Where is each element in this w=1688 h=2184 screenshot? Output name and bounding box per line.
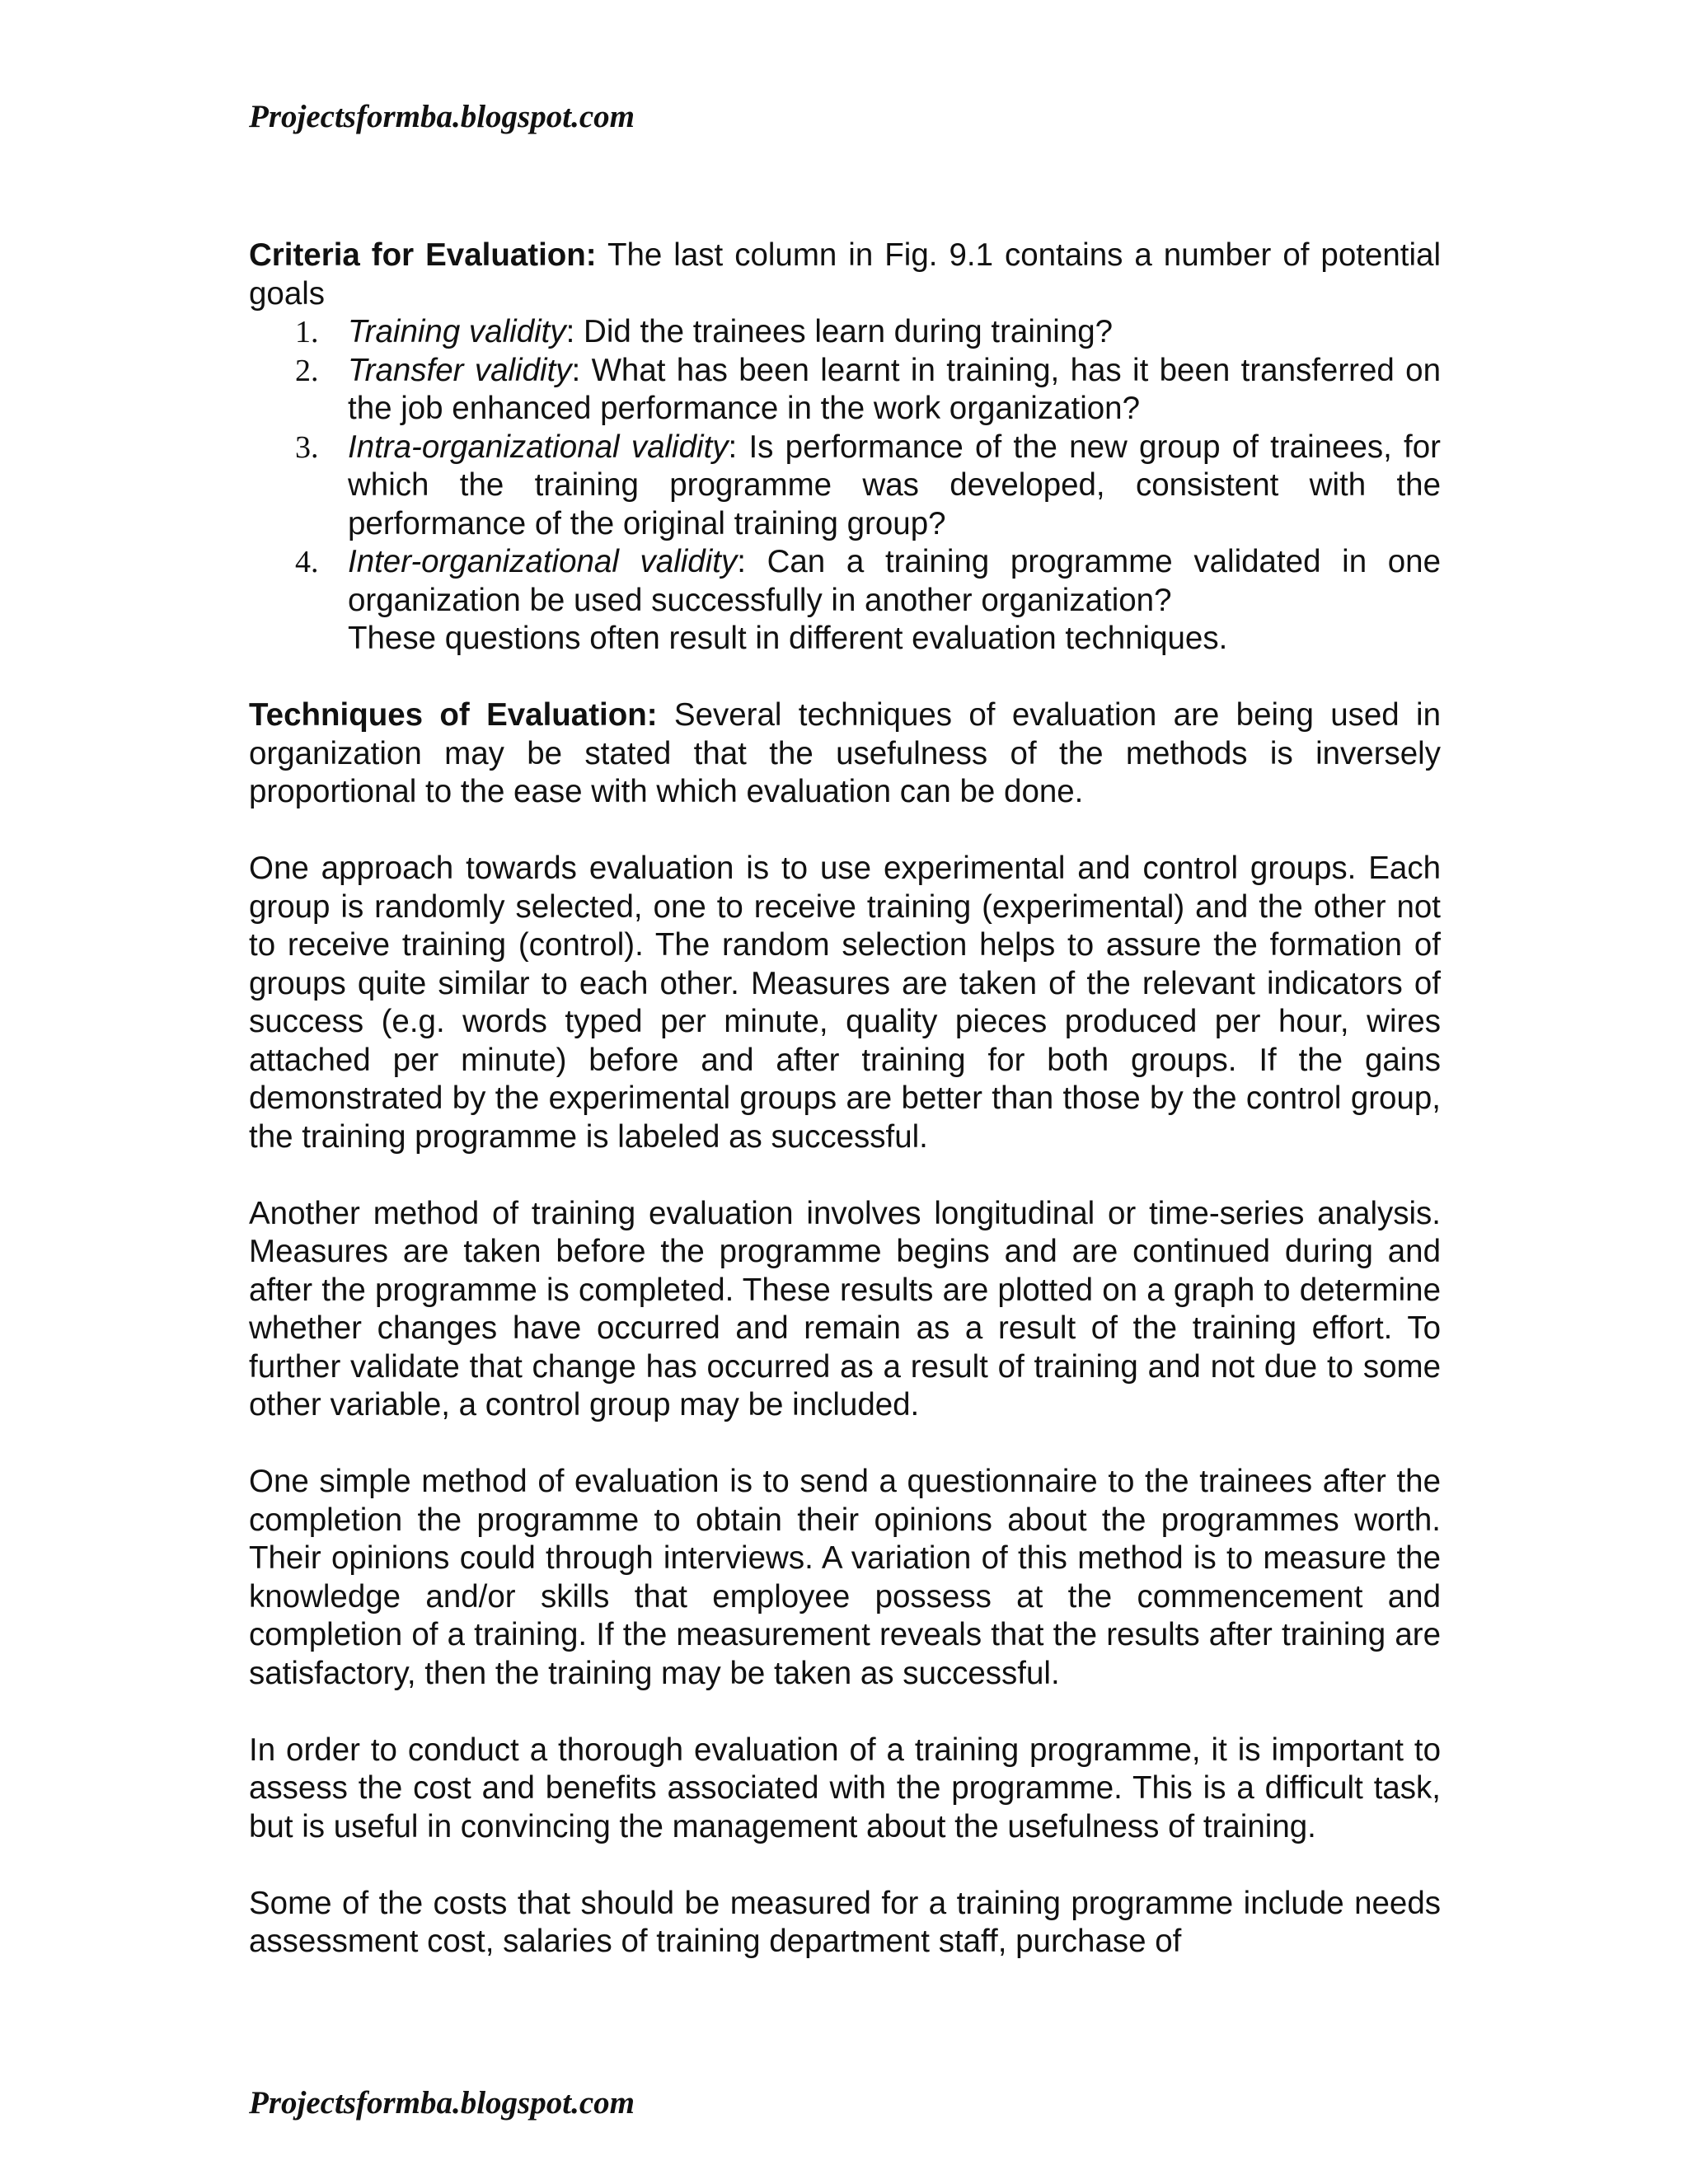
list-item-number: 3. <box>295 429 319 465</box>
document-page <box>249 0 1441 2184</box>
list-item-text: : Is performance of the new group of trainees, for which the training programme was developed, consistent with the performance of the original training group? <box>348 429 1441 541</box>
paragraph-questionnaire: One simple method of evaluation is to send a questionnaire to the trainees after the completion the programme to obtain their opinions about the programmes worth. Their opinions could through interviews. A variation of this method is to measure the knowledge and/or skills that employee possess at the commencement and completion of a training. If the measurement reveals that the results after training are satisfactory, then the training may be taken as successful. <box>249 1464 1441 1691</box>
techniques-intro: Several techniques of evaluation are being used in organization may be stated that the usefulness of the methods is inversely proportional to the ease with which evaluation can be done. <box>249 697 1441 809</box>
criteria-heading: Criteria for Evaluation: <box>249 237 597 273</box>
criteria-closing: These questions often result in different evaluation techniques. <box>348 621 1228 656</box>
paragraph-cost-benefit: In order to conduct a thorough evaluation of a training programme, it is important to assess the cost and benefits associated with the programme. This is a difficult task, but is useful in convincing the management about the usefulness of training. <box>249 1732 1441 1844</box>
list-item-number: 1. <box>295 315 319 349</box>
list-item <box>249 429 1441 544</box>
list-item-number: 4. <box>295 545 319 579</box>
page-header-site: Projectsformba.blogspot.com <box>249 99 635 134</box>
list-item <box>249 543 1441 620</box>
list-item-term: Inter-organizational validity <box>348 544 738 579</box>
list-item-term: Transfer validity <box>348 352 572 388</box>
paragraph-time-series: Another method of training evaluation involves longitudinal or time-series analysis. Measures are taken before the programme begins and are continued during and after the programme is completed. These results are plotted on a graph to determine whether changes have occurred and remain as a result of the training effort. To further validate that change has occurred as a result of training and not due to some other variable, a control group may be included. <box>249 1195 1441 1422</box>
criteria-list <box>249 313 1441 620</box>
criteria-intro: The last column in Fig. 9.1 contains a number of potential goals <box>249 237 1441 312</box>
list-item <box>249 352 1441 429</box>
list-item-text: : What has been learnt in training, has it been transferred on the job enhanced performance in the work organization? <box>348 352 1441 426</box>
list-item-text: : Did the trainees learn during training? <box>565 314 1114 349</box>
paragraph-costs: Some of the costs that should be measured for a training programme include needs assessment cost, salaries of training department staff, purchase of <box>249 1885 1441 1959</box>
list-item <box>249 313 1441 352</box>
page-footer-site: Projectsformba.blogspot.com <box>249 2085 635 2121</box>
list-item-term: Intra-organizational validity <box>348 429 729 465</box>
list-item-text: : Can a training programme validated in one organization be used successfully in another organization? <box>348 544 1442 618</box>
techniques-heading: Techniques of Evaluation: <box>249 697 658 733</box>
list-item-number: 2. <box>295 353 319 388</box>
list-item-term: Training validity <box>348 314 566 349</box>
criteria-paragraph <box>249 237 1441 313</box>
paragraph-experimental-groups: One approach towards evaluation is to use experimental and control groups. Each group is randomly selected, one to receive training (experimental) and the other not to receive training (control). The random selection helps to assure the formation of groups quite similar to each other. Measures are taken of the relevant indicators of success (e.g. words typed per minute, quality pieces produced per hour, wires attached per minute) before and after training for both groups. If the gains demonstrated by the experimental groups are better than those by the control group, the training programme is labeled as successful. <box>249 851 1441 1155</box>
techniques-paragraph <box>249 696 1441 812</box>
document-body <box>249 237 1441 1961</box>
